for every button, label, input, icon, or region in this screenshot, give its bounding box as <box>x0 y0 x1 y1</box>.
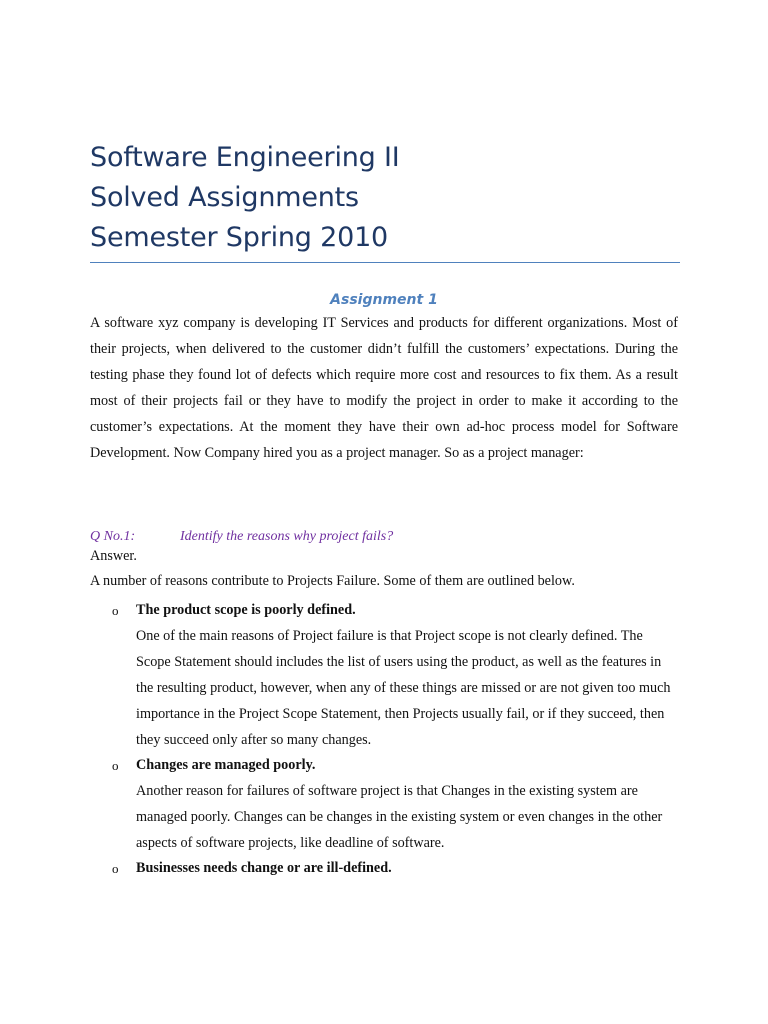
hollow-bullet-icon: o <box>112 603 119 618</box>
question <box>90 529 393 545</box>
list-item <box>112 857 680 880</box>
reason-body: Another reason for failures of software project is that Changes in the existing system are managed poorly. Changes can be changes in the existing system or even changes in the other aspects of software projects, like deadline of software. <box>136 783 663 851</box>
hollow-bullet-icon: o <box>112 861 119 876</box>
document-title <box>90 138 682 258</box>
title-line-course: Software Engineering II <box>90 142 400 173</box>
intro-paragraph: A software xyz company is developing IT Services and products for different organizations. Most of their projects, when delivered to the customer didn’t fulfill the customers’ expectations. During the testing phase they found lot of defects which require more cost and resources to fix them. As a result most of their projects fail or they have to modify the project in order to make it according to the customer’s expectations. At the moment they have their own ad-hoc process model for Software Development. Now Company hired you as a project manager. So as a project manager: <box>90 315 678 461</box>
reason-title: Businesses needs change or are ill-defined. <box>136 860 392 876</box>
reasons-list <box>112 599 680 880</box>
answer-label: Answer. <box>90 548 137 564</box>
list-item <box>112 754 680 856</box>
answer-intro: A number of reasons contribute to Projects Failure. Some of them are outlined below. <box>90 573 575 589</box>
reason-title: Changes are managed poorly. <box>136 757 316 773</box>
question-number: Q No.1: <box>90 529 136 544</box>
title-line-semester: Semester Spring 2010 <box>90 222 389 253</box>
hollow-bullet-icon: o <box>112 758 119 773</box>
question-text: Identify the reasons why project fails? <box>180 529 394 544</box>
assignment-heading: Assignment 1 <box>330 292 438 308</box>
list-item <box>112 599 680 753</box>
title-divider <box>90 262 680 263</box>
reason-body: One of the main reasons of Project failure is that Project scope is not clearly defined. The Scope Statement should includes the list of users using the product, as well as the features in the resulting product, however, when any of these things are missed or are not given too much importance in the Project Scope Statement, then Projects usually fail, or if they succeed, then they succeed only after so many changes. <box>136 628 671 748</box>
title-line-subtitle: Solved Assignments <box>90 182 359 213</box>
reason-title: The product scope is poorly defined. <box>136 602 356 618</box>
